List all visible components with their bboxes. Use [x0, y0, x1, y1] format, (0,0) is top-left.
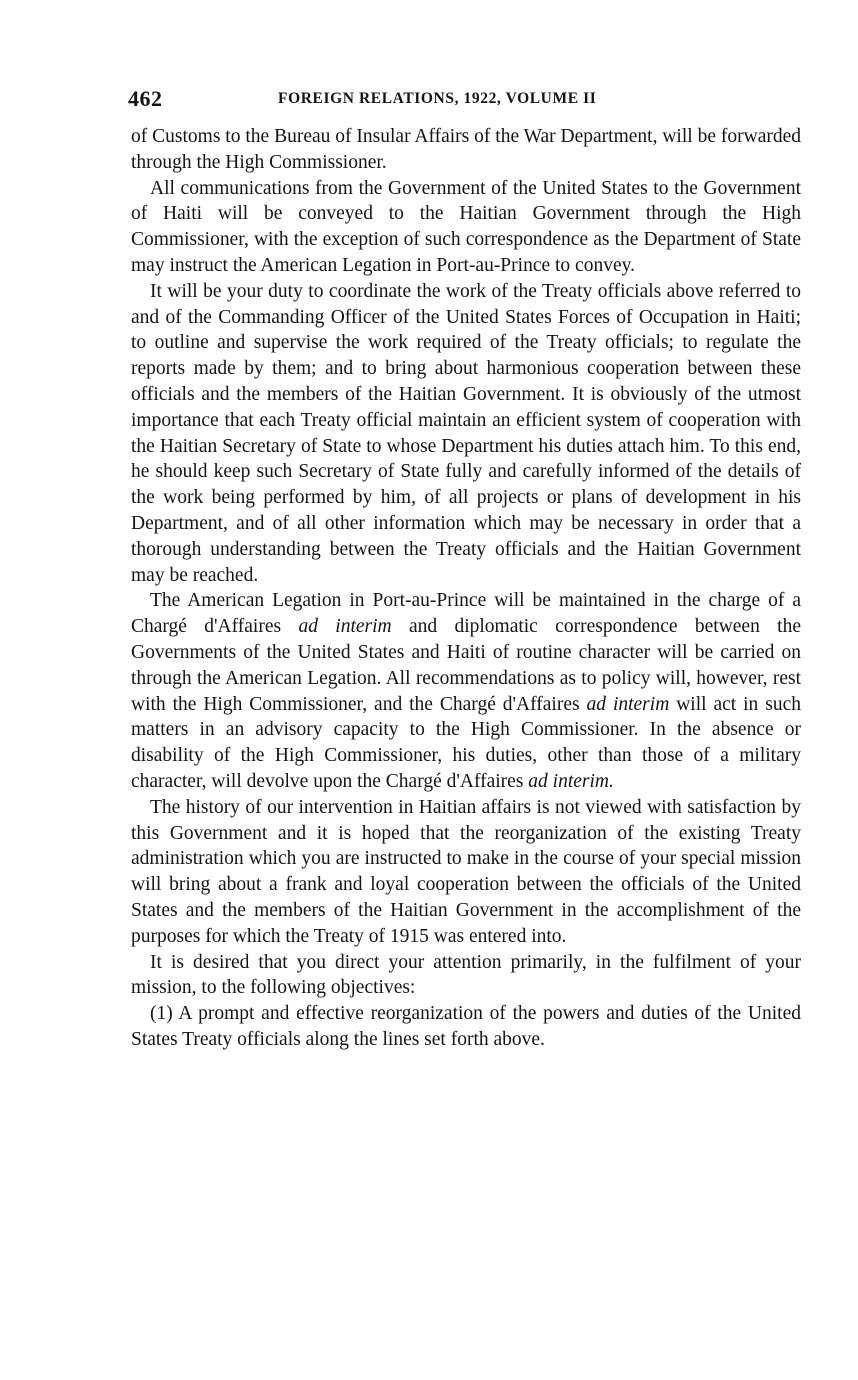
paragraph-objective-1: (1) A prompt and effective reorganization of the powers and duties of the United States Treaty officials along the lines set forth above.: [131, 1003, 801, 1050]
paragraph-duty: It will be your duty to coordinate the work of the Treaty officials above referred to and of the Commanding Officer of the United States Forces of Occupation in Haiti; to outline and supervise the work required of the Treaty officials; to regulate the reports made by them; and to bring about harmonious cooperation between these officials and the members of the Haitian Government. It is obviously of the utmost importance that each Treaty official maintain an efficient system of cooperation with the Haitian Secretary of State to whose Department his duties attach him. To this end, he should keep such Secretary of State fully and carefully informed of the details of the work being performed by him, of all projects or plans of development in his Department, and of all other information which may be necessary in order that a thorough understanding between the Treaty officials and the Haitian Government may be reached.: [131, 280, 801, 586]
paragraph-continuation: of Customs to the Bureau of Insular Affairs of the War Department, will be forwarded through the High Commissioner.: [131, 126, 801, 173]
paragraph-communications: All communications from the Government of the United States to the Government of Haiti will be conveyed to the Haitian Government through the High Commissioner, with the exception of such correspondence as the Department of State may instruct the American Legation in Port-au-Prince to convey.: [131, 177, 801, 276]
italic-ad-interim-2: ad interim: [586, 693, 670, 715]
italic-ad-interim-1: ad interim: [298, 616, 392, 638]
legation-text-c: will act in such matters in an advisory capacity to the High Commissioner. In the absence or disability of the High Commissioner, his duties, other than those of a military character, will devolve upon the Chargé d'Affaires: [131, 693, 801, 792]
paragraph-objectives: It is desired that you direct your attention primarily, in the fulfilment of your mission, to the following objectives:: [131, 951, 801, 999]
running-title: FOREIGN RELATIONS, 1922, VOLUME II: [278, 90, 597, 107]
page-number: 462: [128, 86, 163, 111]
legation-text-a: The American Legation in Port-au-Prince will be maintained in the charge of a Chargé d'Affaires: [131, 590, 801, 638]
legation-text-b: and diplomatic correspondence between the Governments of the United States and Haiti of routine character will be carried on through the American Legation. All recommendations as to policy will, however, rest with the High Commissioner, and the Chargé d'Affaires: [131, 616, 801, 715]
running-head: [128, 84, 801, 114]
italic-ad-interim-3: ad interim.: [528, 770, 614, 792]
paragraph-legation: [131, 588, 801, 794]
paragraph-history: The history of our intervention in Haitian affairs is not viewed with satisfaction by this Government and it is hoped that the reorganization of the existing Treaty administration which you are instructed to make in the course of your special mission will bring about a frank and loyal cooperation between the officials of the United States and the members of the Haitian Government in the accomplishment of the purposes for which the Treaty of 1915 was entered into.: [131, 796, 801, 947]
body-text: [131, 124, 801, 1053]
document-page: [128, 84, 801, 1053]
